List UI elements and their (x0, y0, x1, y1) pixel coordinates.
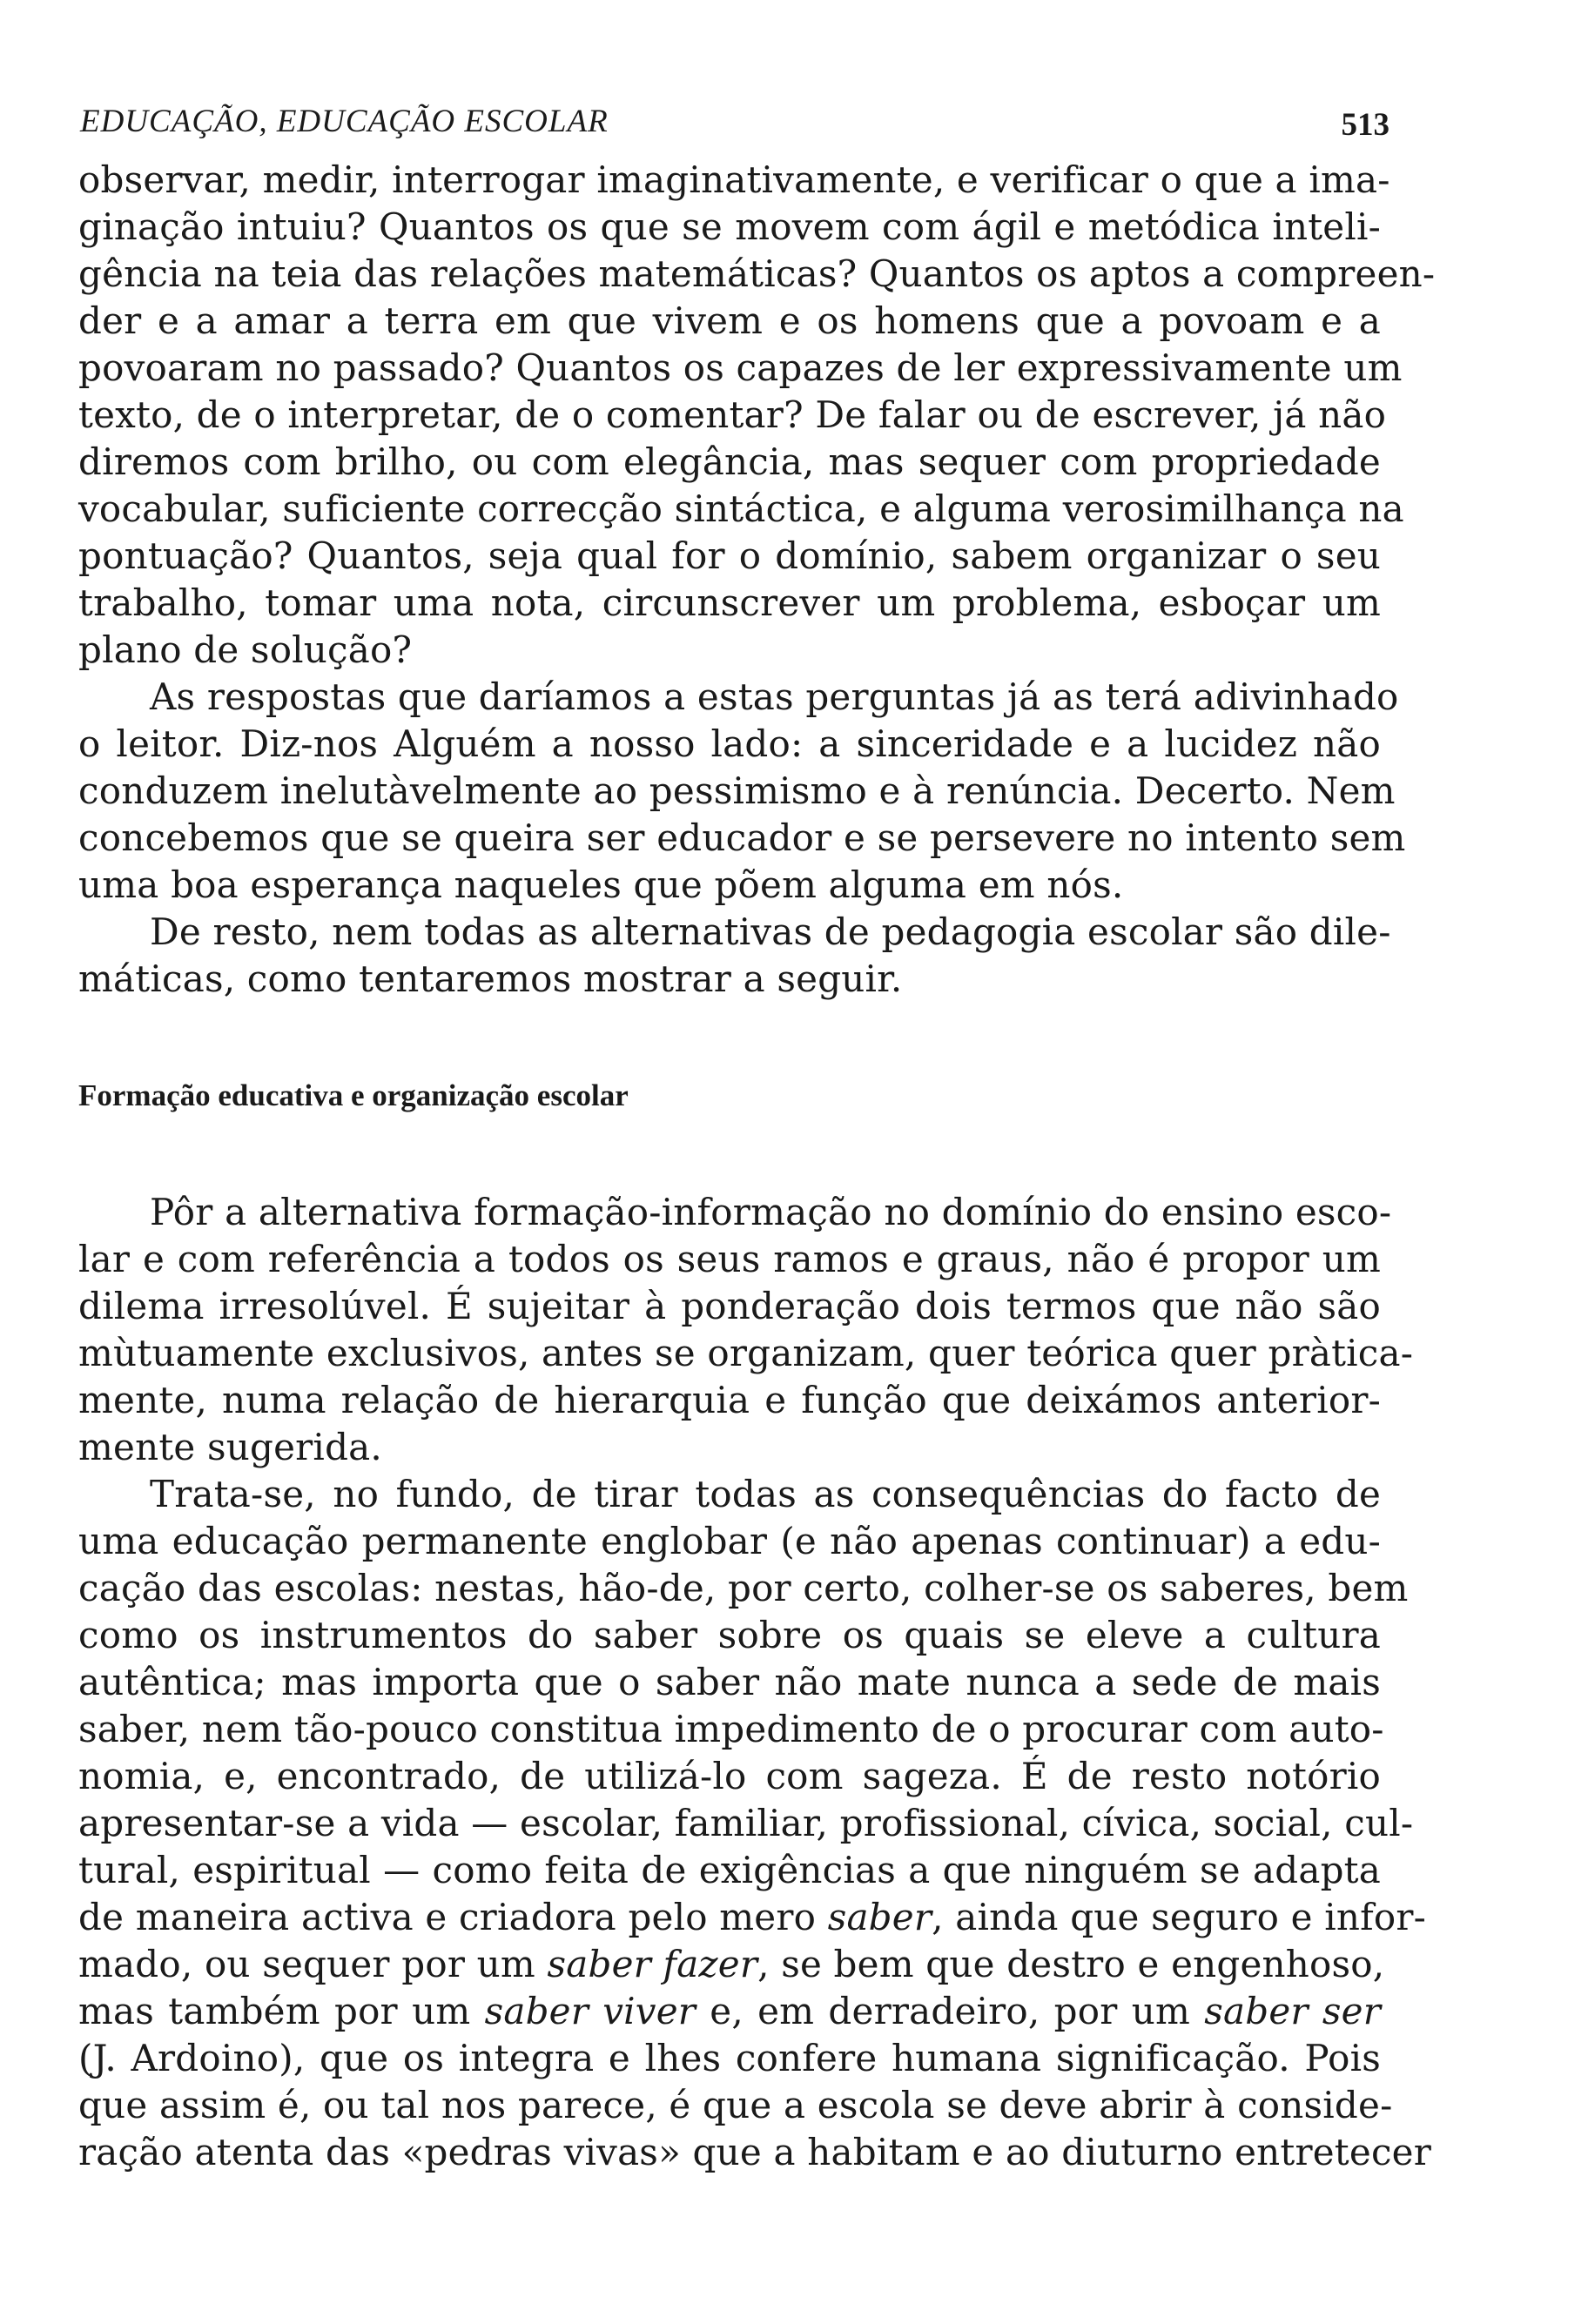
text-line: que assim é, ou tal nos parece, é que a escola se deve abrir à conside- (78, 2084, 1393, 2126)
text-line: como os instrumentos do saber sobre os quais se eleve a cultura (78, 1614, 1381, 1656)
text-line: saber, nem tão-pouco constitua impedimento de o procurar com auto- (78, 1708, 1384, 1750)
text-run: de maneira activa e criadora pelo mero (78, 1896, 828, 1938)
text-line: Pôr a alternativa formação-informação no domínio do ensino esco- (150, 1191, 1392, 1233)
text-line: mùtuamente exclusivos, antes se organizam, quer teórica quer pràtica- (78, 1332, 1414, 1374)
text-line: mente, numa relação de hierarquia e função que deixámos anterior- (78, 1379, 1381, 1421)
text-line: der e a amar a terra em que vivem e os homens que a povoam e a (78, 299, 1381, 342)
text-line: vocabular, suficiente correcção sintáctica, e alguma verosimilhança na (78, 487, 1404, 530)
text-line: As respostas que daríamos a estas perguntas já as terá adivinhado (150, 675, 1399, 718)
paragraph-continuation (78, 157, 1436, 674)
paragraph (78, 1471, 1431, 2176)
text-line: (J. Ardoino), que os integra e lhes confere humana significação. Pois (78, 2037, 1381, 2079)
text-line: texto, de o interpretar, de o comentar? De falar ou de escrever, já não (78, 393, 1387, 436)
text-line: ginação intuiu? Quantos os que se movem com ágil e metódica inteli- (78, 205, 1381, 248)
text-line: gência na teia das relações matemáticas? Quantos os aptos a compreen- (78, 252, 1436, 295)
text-line: o leitor. Diz-nos Alguém a nosso lado: a sinceridade e a lucidez não (78, 722, 1381, 765)
body-text (78, 157, 1436, 2176)
text-line: trabalho, tomar uma nota, circunscrever um problema, esboçar um (78, 581, 1381, 624)
text-line: Trata-se, no fundo, de tirar todas as consequências do facto de (150, 1473, 1381, 1515)
text-run: , ainda que seguro e infor- (932, 1896, 1426, 1938)
paragraph (78, 909, 1391, 1003)
text-run: e, em derradeiro, por um (696, 1990, 1205, 2032)
text-line: conduzem inelutàvelmente ao pessimismo e à renúncia. Decerto. Nem (78, 769, 1396, 812)
text-line (78, 1988, 1381, 2035)
text-line: uma educação permanente englobar (e não apenas continuar) a edu- (78, 1520, 1381, 1562)
text-line: cação das escolas: nestas, hão-de, por certo, colher-se os saberes, bem (78, 1567, 1409, 1609)
text-line: máticas, como tentaremos mostrar a seguir. (78, 957, 903, 1000)
text-line: plano de solução? (78, 628, 413, 671)
text-line: diremos com brilho, ou com elegância, mas sequer com propriedade (78, 440, 1381, 483)
text-line: dilema irresolúvel. É sujeitar à ponderação dois termos que não são (78, 1285, 1381, 1327)
italic-term: saber (827, 1896, 932, 1938)
paragraph (78, 674, 1406, 909)
text-line (78, 1894, 1426, 1941)
paragraph (78, 1189, 1414, 1471)
text-line: ração atenta das «pedras vivas» que a habitam e ao diuturno entretecer (78, 2131, 1431, 2173)
text-line: nomia, e, encontrado, de utilizá-lo com sageza. É de resto notório (78, 1755, 1381, 1797)
text-run: , se bem que destro e engenhoso, (757, 1943, 1385, 1985)
text-line: autêntica; mas importa que o saber não mate nunca a sede de mais (78, 1661, 1381, 1703)
running-head: EDUCAÇÃO, EDUCAÇÃO ESCOLAR (80, 104, 609, 139)
italic-term: saber fazer (547, 1943, 758, 1985)
text-line: uma boa esperança naqueles que põem alguma em nós. (78, 863, 1124, 906)
text-line: observar, medir, interrogar imaginativamente, e verificar o que a ima- (78, 158, 1390, 201)
page-number: 513 (1341, 107, 1390, 143)
text-line: mente sugerida. (78, 1426, 382, 1468)
italic-term: saber viver (484, 1990, 696, 2032)
text-line: pontuação? Quantos, seja qual for o domínio, sabem organizar o seu (78, 534, 1381, 577)
text-line (78, 1941, 1385, 1988)
text-line: tural, espiritual — como feita de exigências a que ninguém se adapta (78, 1849, 1381, 1891)
text-line: concebemos que se queira ser educador e se persevere no intento sem (78, 816, 1406, 859)
text-run: mado, ou sequer por um (78, 1943, 548, 1985)
text-line: lar e com referência a todos os seus ramos e graus, não é propor um (78, 1238, 1381, 1280)
text-line: povoaram no passado? Quantos os capazes de ler expressivamente um (78, 346, 1403, 389)
text-run: mas também por um (78, 1990, 485, 2032)
italic-term: saber ser (1204, 1990, 1381, 2032)
section-heading: Formação educativa e organização escolar (78, 1078, 629, 1112)
text-line: De resto, nem todas as alternativas de pedagogia escolar são dile- (150, 910, 1391, 953)
text-line: apresentar-se a vida — escolar, familiar, profissional, cívica, social, cul- (78, 1802, 1414, 1844)
